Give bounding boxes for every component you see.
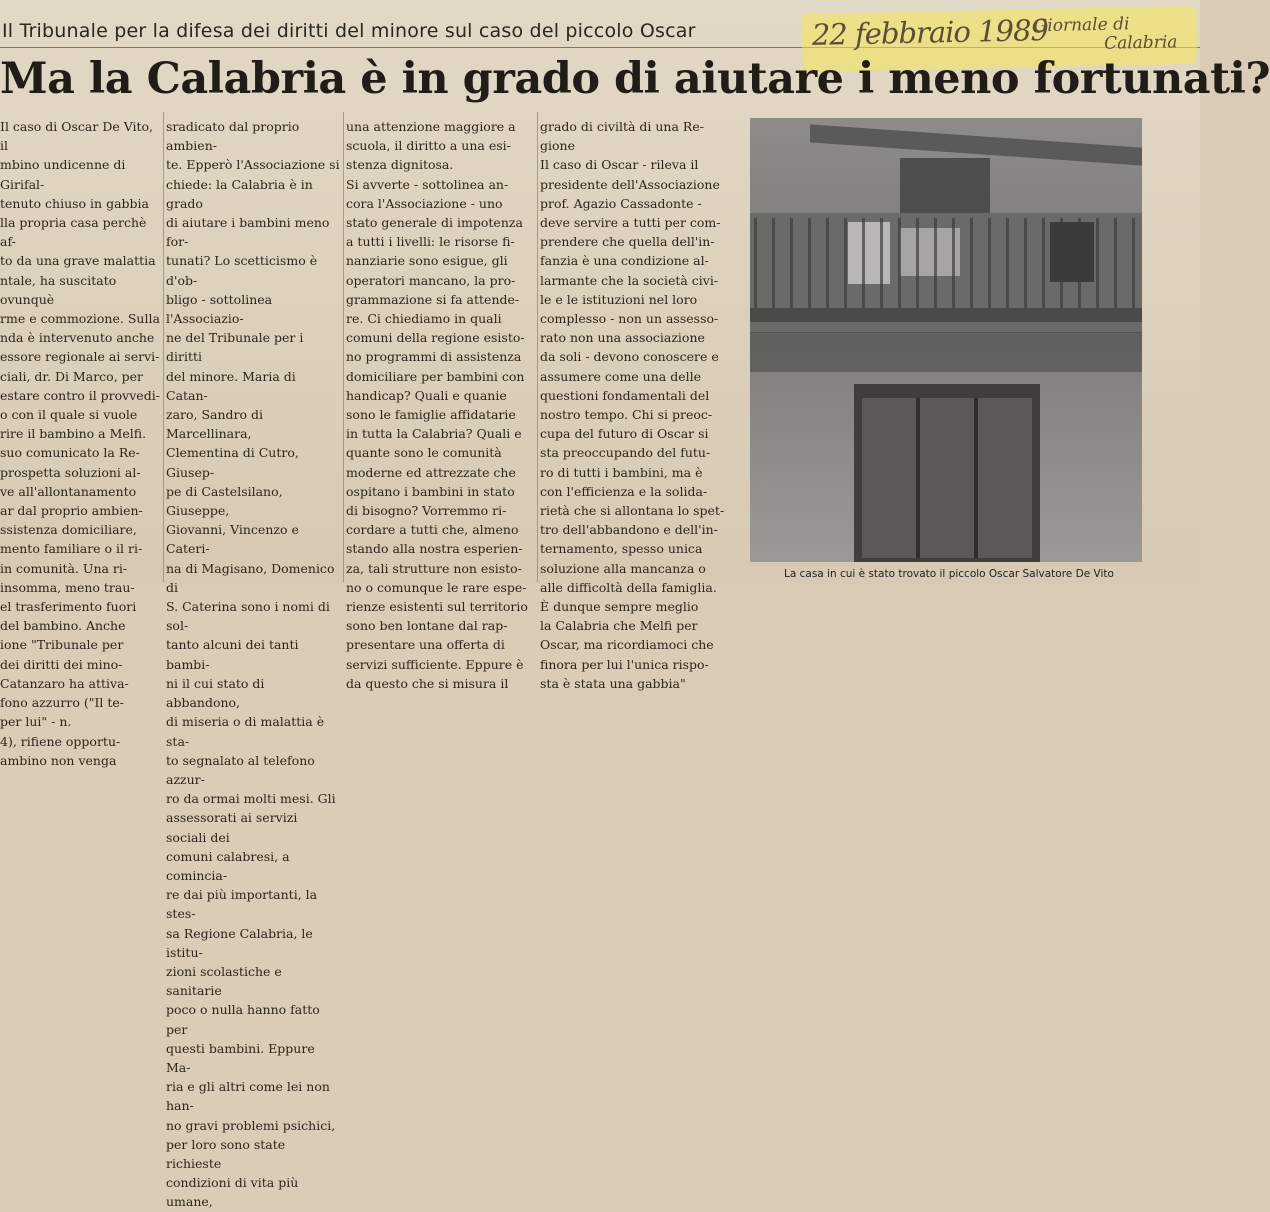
article-line: sono ben lontane dal rap- <box>346 618 508 634</box>
article-line: ne del Tribunale per i diritti <box>166 330 304 365</box>
article-line: quante sono le comunità <box>346 445 502 461</box>
article-line: stenza dignitosa. <box>346 157 454 173</box>
article-line: questioni fondamentali del <box>540 387 710 403</box>
article-line: le e le istituzioni nel loro <box>540 291 698 307</box>
photo-caption: La casa in cui è stato trovato il piccolo Oscar Salvatore De Vito <box>784 568 1114 580</box>
article-line: S. Caterina sono i nomi di sol- <box>166 599 330 634</box>
article-line: dei diritti dei mino- <box>0 656 123 672</box>
article-line: comuni calabresi, a comincia- <box>166 848 290 883</box>
article-line: te. Epperò l'Associazione si <box>166 157 340 173</box>
article-line: nostro tempo. Chi si preoc- <box>540 407 713 423</box>
article-line: Oscar, ma ricordiamoci che <box>540 637 714 653</box>
article-line: tro dell'abbandono e dell'in- <box>540 522 718 538</box>
article-line: to da una grave malattia <box>0 253 156 269</box>
column-divider <box>163 112 164 582</box>
article-line: nda è intervenuto anche <box>0 330 155 346</box>
article-line: finora per lui l'unica rispo- <box>540 656 709 672</box>
article-line: servizi sufficiente. Eppure è <box>346 656 524 672</box>
article-line: fanzia è una condizione al- <box>540 253 709 269</box>
article-line: chiede: la Calabria è in grado <box>166 176 313 211</box>
article-line: assumere come una delle <box>540 368 701 384</box>
article-line: insomma, meno trau- <box>0 579 135 595</box>
article-line: pe di Castelsilano, Giuseppe, <box>166 483 283 519</box>
article-line: ar dal proprio ambien- <box>0 503 143 519</box>
article-photo <box>750 118 1142 562</box>
article-line: sono le famiglie affidatarie <box>346 407 516 423</box>
handwritten-date: 22 febbraio 1989 <box>811 12 1049 52</box>
article-line: rienze esistenti sul territorio <box>346 599 528 615</box>
article-line: re dai più importanti, la stes- <box>166 887 318 922</box>
article-line: ni il cui stato di abbandono, <box>166 675 265 711</box>
article-line: ambino non venga <box>0 752 117 768</box>
article-line: mbino undicenne di Girifal- <box>0 157 126 192</box>
article-line: tenuto chiuso in gabbia <box>0 195 149 211</box>
article-line: complesso - non un assesso- <box>540 311 719 327</box>
handwritten-source <box>1034 14 1195 55</box>
article-line: handicap? Quali e quanie <box>346 387 507 403</box>
article-line: scuola, il diritto a una esi- <box>346 138 511 154</box>
article-line: na di Magisano, Domenico di <box>166 560 335 595</box>
article-line: presentare una offerta di <box>346 637 505 653</box>
article-line: condizioni di vita più umane, <box>166 1175 299 1210</box>
article-line: ternamento, spesso unica <box>540 541 703 557</box>
column-divider <box>343 112 344 582</box>
article-line: del minore. Maria di Catan- <box>166 368 296 403</box>
article-line: Il caso di Oscar - rileva il <box>540 157 699 173</box>
handwritten-source-line1: Giornale di <box>1033 14 1130 37</box>
article-line: 4), rifiene opportu- <box>0 733 121 749</box>
article-line: alle difficoltà della famiglia. <box>540 579 717 595</box>
article-line: moderne ed attrezzate che <box>346 464 516 480</box>
article-line: rietà che si allontana lo spet- <box>540 503 725 519</box>
article-line: suo comunicato la Re- <box>0 445 140 461</box>
article-line: prof. Agazio Cassadonte - <box>540 195 702 211</box>
article-line: fono azzurro ("Il te- <box>0 695 125 711</box>
article-line: ve all'allontanamento <box>0 483 137 499</box>
article-line: nanziarie sono esigue, gli <box>346 253 508 269</box>
article-line: cordare a tutti che, almeno <box>346 522 519 538</box>
article-line: lla propria casa perchè af- <box>0 215 147 250</box>
article-column-3 <box>346 117 534 691</box>
article-line: ione "Tribunale per <box>0 637 124 653</box>
article-line: presidente dell'Associazione <box>540 176 720 192</box>
article-line: estare contro il provvedi- <box>0 387 160 403</box>
article-line: el trasferimento fuori <box>0 599 137 615</box>
article-line: zaro, Sandro di Marcellinara, <box>166 407 264 442</box>
article-line: da questo che si misura il <box>346 675 509 691</box>
article-line: Clementina di Cutro, Giusep- <box>166 445 299 480</box>
article-line: sradicato dal proprio ambien- <box>166 119 300 154</box>
article-line: tanto alcuni dei tanti bambi- <box>166 637 299 672</box>
article-headline: Ma la Calabria è in grado di aiutare i meno fortunati? <box>0 54 1270 104</box>
article-line: in comunità. Una ri- <box>0 560 128 576</box>
column-divider <box>537 112 538 582</box>
article-column-1 <box>0 117 162 768</box>
article-line: stato generale di impotenza <box>346 215 523 231</box>
article-line: ro da ormai molti mesi. Gli <box>166 791 336 807</box>
article-line: di aiutare i bambini meno for- <box>166 215 330 250</box>
article-line: con l'efficienza e la solida- <box>540 483 708 499</box>
article-line: larmante che la società civi- <box>540 272 719 288</box>
article-line: ciali, dr. Di Marco, per <box>0 368 144 384</box>
article-line: no programmi di assistenza <box>346 349 522 365</box>
article-line: stando alla nostra esperien- <box>346 541 523 557</box>
article-line: a tutti i livelli: le risorse fi- <box>346 234 515 250</box>
article-line: za, tali strutture non esisto- <box>346 560 522 576</box>
article-line: una attenzione maggiore a <box>346 119 516 134</box>
article-line: cupa del futuro di Oscar si <box>540 426 709 442</box>
article-line: cora l'Associazione - uno <box>346 195 503 211</box>
article-line: ospitano i bambini in stato <box>346 483 515 499</box>
article-line: da soli - devono conoscere e <box>540 349 719 365</box>
article-line: per lui" - n. <box>0 714 72 730</box>
article-line: gione <box>540 138 575 154</box>
article-line: prendere che quella dell'in- <box>540 234 715 250</box>
article-line: questi bambini. Eppure Ma- <box>166 1040 315 1075</box>
article-line: prospetta soluzioni al- <box>0 464 141 480</box>
article-line: zioni scolastiche e sanitarie <box>166 963 282 999</box>
article-line: Si avverte - sottolinea an- <box>346 176 509 192</box>
article-line: sa Regione Calabria, le istitu- <box>166 925 313 960</box>
article-line: bligo - sottolinea l'Associazio- <box>166 291 273 327</box>
article-line: no o comunque le rare espe- <box>346 579 527 595</box>
article-line: per loro sono state richieste <box>166 1136 286 1171</box>
article-line: grammazione si fa attende- <box>346 291 520 307</box>
article-line: poco o nulla hanno fatto per <box>166 1002 320 1037</box>
article-line: ssistenza domiciliare, <box>0 522 137 538</box>
article-column-2 <box>166 117 341 1210</box>
article-line: la Calabria che Melfi per <box>540 618 698 634</box>
article-line: in tutta la Calabria? Quali e <box>346 426 522 442</box>
article-line: o con il quale si vuole <box>0 407 138 423</box>
article-line: deve servire a tutti per com- <box>540 215 721 231</box>
article-line: sta preoccupando del futu- <box>540 445 711 461</box>
article-line: essore regionale ai servi- <box>0 349 160 365</box>
article-line: re. Ci chiediamo in quali <box>346 311 502 327</box>
article-line: Il caso di Oscar De Vito, il <box>0 119 154 154</box>
article-line: comuni della regione esisto- <box>346 330 525 346</box>
handwritten-source-line2: Calabria <box>1103 32 1178 54</box>
article-line: ro di tutti i bambini, ma è <box>540 464 703 480</box>
article-column-4 <box>540 117 745 691</box>
article-line: Giovanni, Vincenzo e Cateri- <box>166 522 299 557</box>
article-line: È dunque sempre meglio <box>540 599 699 615</box>
article-line: no gravi problemi psichici, <box>166 1117 336 1133</box>
article-line: operatori mancano, la pro- <box>346 272 516 288</box>
article-line: mento familiare o il ri- <box>0 541 143 557</box>
article-kicker: Il Tribunale per la difesa dei diritti del minore sul caso del piccolo Oscar <box>2 20 696 42</box>
article-line: sta è stata una gabbia" <box>540 675 686 691</box>
article-line: rme e commozione. Sulla <box>0 311 160 327</box>
article-line: to segnalato al telefono azzur- <box>166 752 315 787</box>
article-line: Catanzaro ha attiva- <box>0 675 129 691</box>
article-line: grado di civiltà di una Re- <box>540 119 704 134</box>
article-line: soluzione alla mancanza o <box>540 560 706 576</box>
article-line: domiciliare per bambini con <box>346 368 525 384</box>
article-line: del bambino. Anche <box>0 618 126 634</box>
article-line: ntale, ha suscitato ovunquè <box>0 272 117 307</box>
article-line: rato non una associazione <box>540 330 705 346</box>
article-line: di miseria o di malattia è sta- <box>166 714 325 749</box>
article-line: di bisogno? Vorremmo ri- <box>346 503 507 519</box>
article-line: assessorati ai servizi sociali dei <box>166 810 298 845</box>
article-line: rire il bambino a Melfi. <box>0 426 147 442</box>
article-line: tunati? Lo scetticismo è d'ob- <box>166 253 318 288</box>
article-line: ria e gli altri come lei non han- <box>166 1079 330 1114</box>
